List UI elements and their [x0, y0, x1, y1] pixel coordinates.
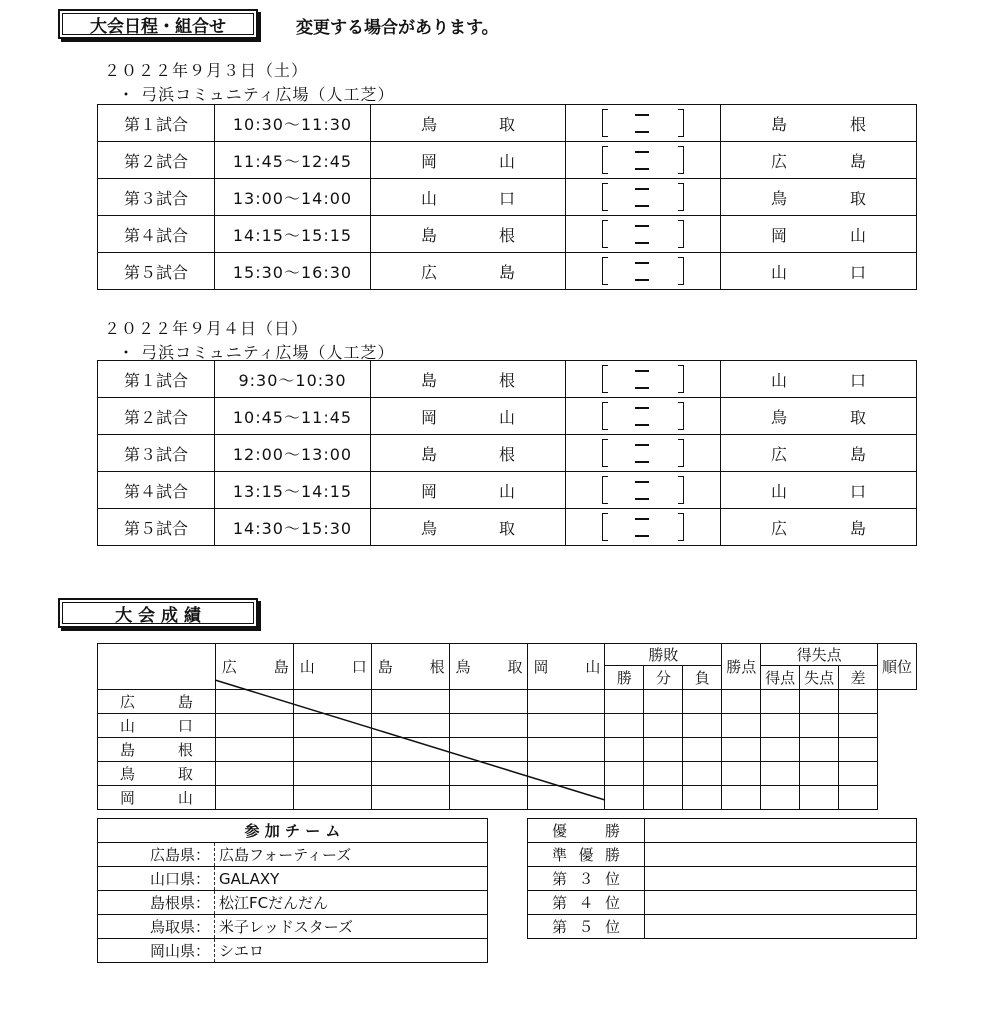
match-time: 14:30〜15:30 — [215, 509, 371, 546]
results-row-team: 島 根 — [98, 738, 216, 762]
results-cell — [800, 738, 839, 762]
list-item: 準 優 勝 — [528, 843, 917, 867]
results-win-header: 勝 — [605, 666, 644, 690]
table-row — [98, 361, 917, 398]
match-away-team: 山 口 — [721, 472, 917, 509]
match-home-team: 鳥 取 — [371, 105, 566, 142]
results-loss-header: 負 — [683, 666, 722, 690]
table-row — [98, 179, 917, 216]
results-cell — [449, 738, 527, 762]
match-home-team: 岡 山 — [371, 472, 566, 509]
list-item: 優 勝 — [528, 819, 917, 843]
results-cell — [527, 690, 605, 714]
match-score-box — [566, 179, 721, 216]
match-time: 9:30〜10:30 — [215, 361, 371, 398]
participants-title: 参 加 チ ー ム — [98, 819, 488, 843]
list-item: 島根県： 松江FCだんだん — [98, 891, 488, 915]
results-cell — [605, 762, 644, 786]
results-cell — [215, 786, 293, 810]
match-away-team: 鳥 取 — [721, 179, 917, 216]
results-cell — [527, 762, 605, 786]
match-time: 14:15〜15:15 — [215, 216, 371, 253]
table-row — [98, 142, 917, 179]
results-goals-header: 得失点 — [761, 644, 878, 666]
results-cell — [371, 690, 449, 714]
results-cell — [722, 738, 761, 762]
results-cell — [605, 714, 644, 738]
results-cell — [527, 738, 605, 762]
results-cell — [644, 786, 683, 810]
match-label: 第４試合 — [98, 216, 215, 253]
results-col-team-3: 島 根 — [371, 644, 449, 690]
results-cell — [449, 690, 527, 714]
match-label: 第１試合 — [98, 361, 215, 398]
results-cell — [605, 690, 644, 714]
results-gf-header: 得点 — [761, 666, 800, 690]
match-score-box — [566, 105, 721, 142]
results-cell — [371, 786, 449, 810]
results-row-team: 鳥 取 — [98, 762, 216, 786]
match-home-team: 島 根 — [371, 435, 566, 472]
match-home-team: 鳥 取 — [371, 509, 566, 546]
match-score-box — [566, 435, 721, 472]
results-cell — [605, 738, 644, 762]
match-label: 第５試合 — [98, 253, 215, 290]
results-cell — [215, 738, 293, 762]
match-score-box — [566, 509, 721, 546]
match-score-box — [566, 216, 721, 253]
results-cell — [839, 762, 878, 786]
table-row — [98, 714, 917, 738]
results-cell — [293, 714, 371, 738]
results-cell — [800, 714, 839, 738]
results-row-team: 広 島 — [98, 690, 216, 714]
match-home-team: 山 口 — [371, 179, 566, 216]
match-label: 第１試合 — [98, 105, 215, 142]
results-rank-header: 順位 — [877, 644, 916, 690]
results-cell — [839, 738, 878, 762]
results-points-header: 勝点 — [722, 644, 761, 690]
results-cell — [371, 738, 449, 762]
match-away-team: 広 島 — [721, 142, 917, 179]
day1-date: ２０２２年９月３日（土） — [104, 61, 309, 80]
results-cell — [371, 762, 449, 786]
results-cell — [683, 738, 722, 762]
match-away-team: 広 島 — [721, 435, 917, 472]
table-row — [98, 762, 917, 786]
results-row-team: 山 口 — [98, 714, 216, 738]
match-time: 10:30〜11:30 — [215, 105, 371, 142]
day1-venue: ・ 弓浜コミュニティ広場（人工芝） — [118, 85, 395, 104]
match-away-team: 山 口 — [721, 253, 917, 290]
results-draw-header: 分 — [644, 666, 683, 690]
match-label: 第２試合 — [98, 398, 215, 435]
table-row — [98, 398, 917, 435]
results-corner-cell — [98, 644, 216, 690]
results-cell — [683, 690, 722, 714]
results-winloss-header: 勝敗 — [605, 644, 722, 666]
match-label: 第３試合 — [98, 179, 215, 216]
results-cell — [839, 714, 878, 738]
match-home-team: 岡 山 — [371, 142, 566, 179]
schedule-header-title: 大会日程・組合せ — [62, 13, 254, 35]
results-cell — [722, 690, 761, 714]
table-row — [98, 472, 917, 509]
results-cell — [800, 786, 839, 810]
list-item: 第 ４ 位 — [528, 891, 917, 915]
match-label: 第２試合 — [98, 142, 215, 179]
match-time: 11:45〜12:45 — [215, 142, 371, 179]
match-time: 13:00〜14:00 — [215, 179, 371, 216]
results-cell — [449, 714, 527, 738]
participants-table — [97, 818, 488, 963]
list-item: 広島県： 広島フォーティーズ — [98, 843, 488, 867]
results-cell — [371, 714, 449, 738]
match-away-team: 島 根 — [721, 105, 917, 142]
day2-date: ２０２２年９月４日（日） — [104, 319, 309, 338]
results-cell — [683, 762, 722, 786]
results-cell — [839, 786, 878, 810]
match-score-box — [566, 472, 721, 509]
day1-schedule-table — [97, 104, 917, 290]
results-col-team-2: 山 口 — [293, 644, 371, 690]
results-cell — [839, 690, 878, 714]
match-label: 第５試合 — [98, 509, 215, 546]
results-cell — [215, 690, 293, 714]
results-cell — [644, 690, 683, 714]
match-away-team: 広 島 — [721, 509, 917, 546]
results-ga-header: 失点 — [800, 666, 839, 690]
day2-schedule-table — [97, 360, 917, 546]
results-cell — [761, 762, 800, 786]
match-away-team: 岡 山 — [721, 216, 917, 253]
match-label: 第３試合 — [98, 435, 215, 472]
results-cell — [293, 690, 371, 714]
results-cell — [449, 786, 527, 810]
match-score-box — [566, 253, 721, 290]
results-cell — [215, 714, 293, 738]
results-cell — [644, 762, 683, 786]
results-cell — [527, 786, 605, 810]
results-cell — [644, 714, 683, 738]
table-row — [98, 105, 917, 142]
table-row — [98, 435, 917, 472]
results-cell — [722, 762, 761, 786]
standings-table — [527, 818, 917, 939]
match-home-team: 広 島 — [371, 253, 566, 290]
table-row — [98, 786, 917, 810]
results-col-team-4: 鳥 取 — [449, 644, 527, 690]
table-row — [98, 509, 917, 546]
results-cell — [644, 738, 683, 762]
list-item: 岡山県： シエロ — [98, 939, 488, 963]
results-cell — [293, 738, 371, 762]
match-time: 13:15〜14:15 — [215, 472, 371, 509]
schedule-note: 変更する場合があります。 — [296, 18, 499, 38]
results-cell — [683, 786, 722, 810]
schedule-header-box — [58, 9, 258, 39]
results-col-team-1: 広 島 — [215, 644, 293, 690]
results-cell — [761, 738, 800, 762]
results-table — [97, 643, 917, 810]
results-cell — [761, 690, 800, 714]
results-cell — [293, 786, 371, 810]
results-cell — [800, 690, 839, 714]
results-cell — [449, 762, 527, 786]
list-item: 第 ５ 位 — [528, 915, 917, 939]
match-home-team: 島 根 — [371, 216, 566, 253]
results-cell — [800, 762, 839, 786]
table-row — [98, 253, 917, 290]
match-score-box — [566, 398, 721, 435]
match-home-team: 島 根 — [371, 361, 566, 398]
list-item: 山口県： GALAXY — [98, 867, 488, 891]
results-cell — [761, 714, 800, 738]
match-home-team: 岡 山 — [371, 398, 566, 435]
match-time: 12:00〜13:00 — [215, 435, 371, 472]
results-cell — [683, 714, 722, 738]
results-header-title: 大 会 成 績 — [62, 602, 254, 624]
table-row — [98, 216, 917, 253]
results-row-team: 岡 山 — [98, 786, 216, 810]
match-away-team: 山 口 — [721, 361, 917, 398]
table-row — [98, 690, 917, 714]
results-header-box — [58, 598, 258, 628]
results-cell — [605, 786, 644, 810]
day2-venue: ・ 弓浜コミュニティ広場（人工芝） — [118, 343, 395, 362]
results-col-team-5: 岡 山 — [527, 644, 605, 690]
list-item: 鳥取県： 米子レッドスターズ — [98, 915, 488, 939]
table-row — [98, 738, 917, 762]
match-score-box — [566, 142, 721, 179]
list-item: 第 ３ 位 — [528, 867, 917, 891]
match-time: 15:30〜16:30 — [215, 253, 371, 290]
match-score-box — [566, 361, 721, 398]
results-cell — [527, 714, 605, 738]
match-label: 第４試合 — [98, 472, 215, 509]
results-cell — [215, 762, 293, 786]
match-away-team: 鳥 取 — [721, 398, 917, 435]
results-cell — [293, 762, 371, 786]
results-cell — [761, 786, 800, 810]
results-cell — [722, 786, 761, 810]
results-cell — [722, 714, 761, 738]
results-gd-header: 差 — [839, 666, 878, 690]
match-time: 10:45〜11:45 — [215, 398, 371, 435]
